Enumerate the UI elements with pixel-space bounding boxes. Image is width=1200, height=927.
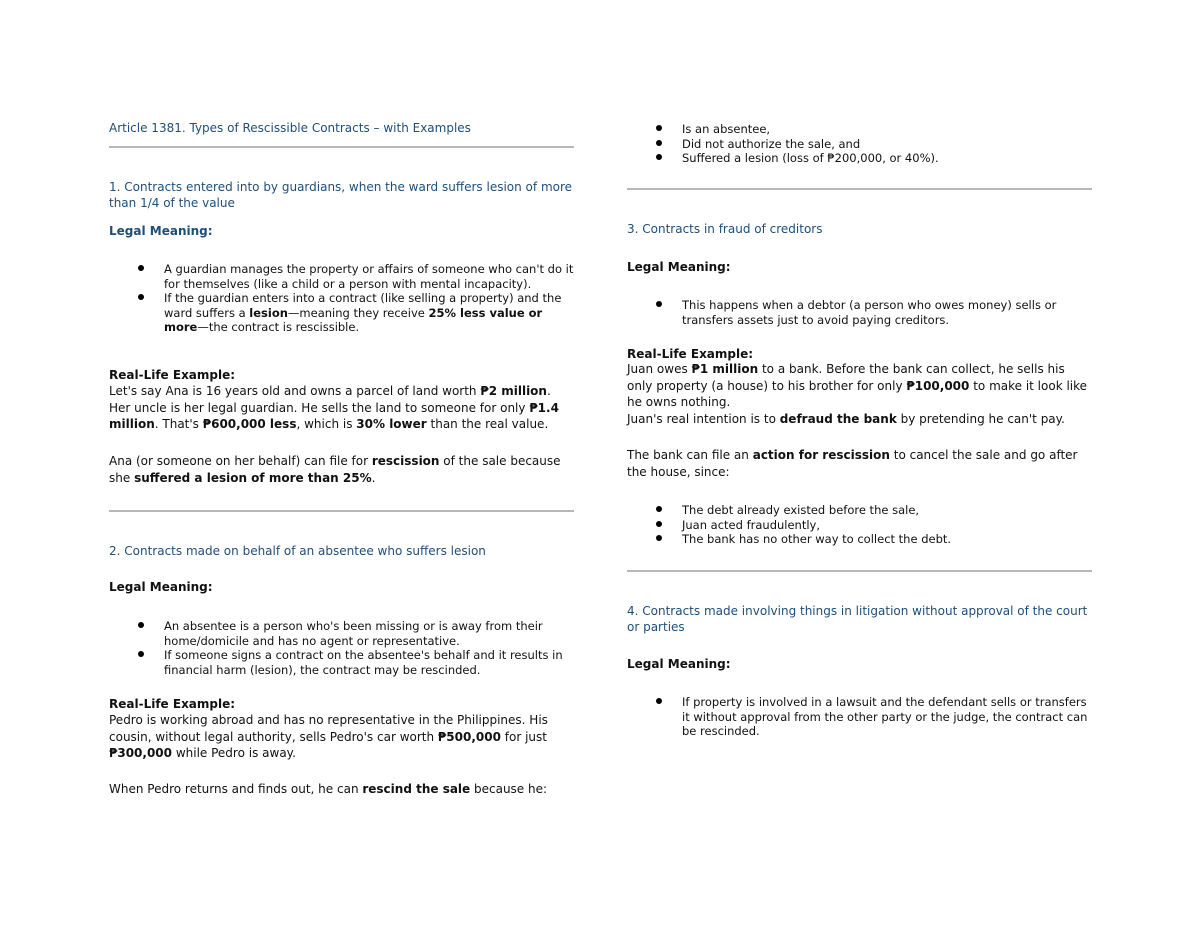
list-item: If the guardian enters into a contract (like selling a property) and the ward suffers a lesion—meaning they receive 25% less value or more—the contract is rescissible. [109, 291, 575, 335]
section-4-legal-label: Legal Meaning: [627, 657, 731, 671]
section-1-legal-label: Legal Meaning: [109, 224, 213, 238]
section-3-bullets [627, 298, 1093, 327]
section-3-conclusion: The bank can file an action for rescission to cancel the sale and go after the house, since: [627, 448, 1078, 479]
divider [109, 146, 574, 148]
section-4-heading: 4. Contracts made involving things in litigation without approval of the court or parties [627, 604, 1088, 634]
list-item: If someone signs a contract on the absentee's behalf and it results in financial harm (lesion), the contract may be rescinded. [109, 648, 575, 677]
section-1-heading: 1. Contracts entered into by guardians, when the ward suffers lesion of more than 1/4 of the value [109, 180, 573, 210]
section-3-legal-label: Legal Meaning: [627, 260, 731, 274]
list-item: This happens when a debtor (a person who owes money) sells or transfers assets just to avoid paying creditors. [627, 298, 1093, 327]
section-2-continued-bullets [627, 122, 1093, 166]
list-item: If property is involved in a lawsuit and the defendant sells or transfers it without approval from the other party or the judge, the contract can be rescinded. [627, 695, 1093, 739]
section-2-conclusion: When Pedro returns and finds out, he can rescind the sale because he: [109, 782, 548, 796]
section-2-example-text: Pedro is working abroad and has no representative in the Philippines. His cousin, without legal authority, sells Pedro's car worth ₱500,000 for just ₱300,000 while Pedro is away. [109, 713, 548, 760]
list-item: The bank has no other way to collect the debt. [627, 532, 1093, 547]
section-3-example-text: Juan owes ₱1 million to a bank. Before the bank can collect, he sells his only property (a house) to his brother for only ₱100,000 to make it look like he owns nothing. Juan's real intention is to defraud the bank by pretending he can't pay. [627, 362, 1088, 426]
section-2-bullets [109, 619, 575, 677]
list-item: Juan acted fraudulently, [627, 518, 1093, 533]
section-2-legal-label: Legal Meaning: [109, 580, 213, 594]
list-item: Suffered a lesion (loss of ₱200,000, or 40%). [627, 151, 1093, 166]
section-3-reasons [627, 503, 1093, 547]
section-3-heading: 3. Contracts in fraud of creditors [627, 222, 823, 236]
page-title: Article 1381. Types of Rescissible Contracts – with Examples [109, 121, 471, 135]
section-1-conclusion: Ana (or someone on her behalf) can file for rescission of the sale because she suffered a lesion of more than 25%. [109, 454, 561, 485]
section-2-example-label: Real-Life Example: [109, 697, 236, 711]
section-4-bullets [627, 695, 1093, 739]
section-1-example-text: Let's say Ana is 16 years old and owns a parcel of land worth ₱2 million. Her uncle is her legal guardian. He sells the land to someone for only ₱1.4 million. That's ₱600,000 less, which is 30% lower than the real value. [109, 384, 559, 431]
section-2-heading: 2. Contracts made on behalf of an absentee who suffers lesion [109, 544, 486, 558]
divider [627, 188, 1092, 190]
list-item: The debt already existed before the sale, [627, 503, 1093, 518]
list-item: A guardian manages the property or affairs of someone who can't do it for themselves (like a child or a person with mental incapacity). [109, 262, 575, 291]
list-item: Did not authorize the sale, and [627, 137, 1093, 152]
list-item: Is an absentee, [627, 122, 1093, 137]
divider [109, 510, 574, 512]
divider [627, 570, 1092, 572]
section-1-example-label: Real-Life Example: [109, 368, 236, 382]
list-item: An absentee is a person who's been missing or is away from their home/domicile and has no agent or representative. [109, 619, 575, 648]
section-3-example-label: Real-Life Example: [627, 347, 754, 361]
section-1-bullets [109, 262, 575, 335]
